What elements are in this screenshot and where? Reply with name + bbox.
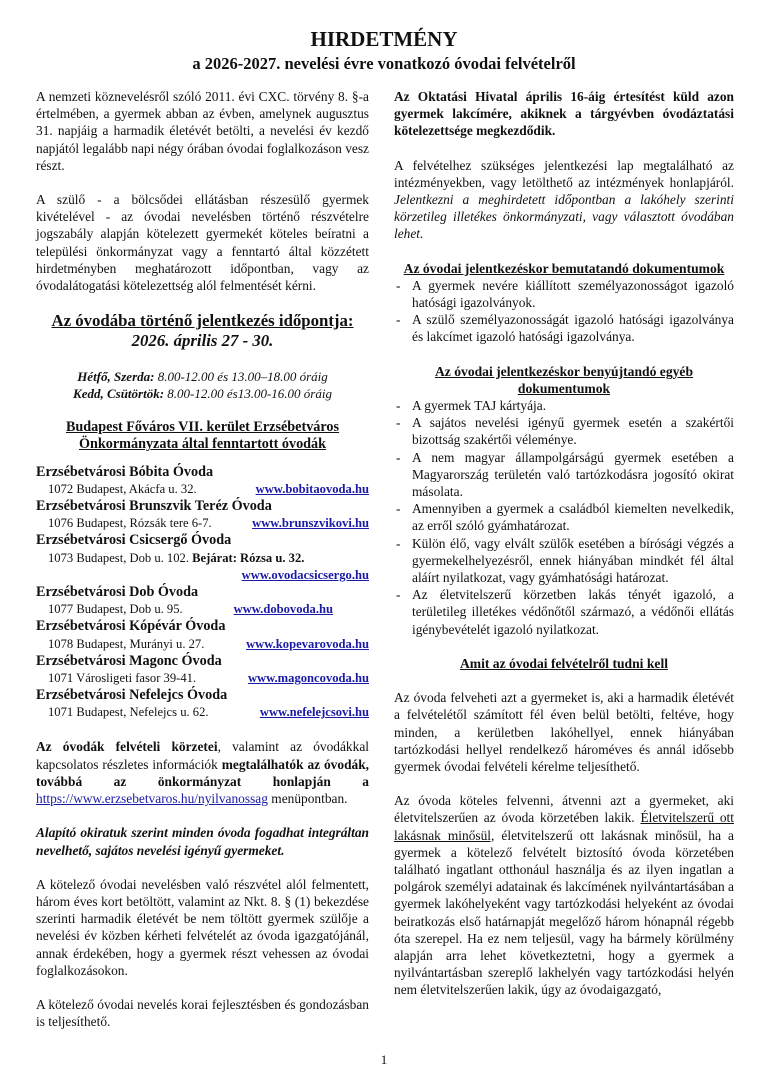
kindergarten-name: Erzsébetvárosi Nefelejcs Óvoda xyxy=(36,687,228,704)
kindergarten-name: Erzsébetvárosi Csicsergő Óvoda xyxy=(36,532,232,549)
kindergarten-name: Erzsébetvárosi Brunszvik Teréz Óvoda xyxy=(36,498,272,515)
list-item: - A gyermek nevére kiállított személyazonosságot igazoló hatósági igazolványok. xyxy=(394,277,734,311)
enrollment-hours-mon-wed: Hétfő, Szerda: 8.00-12.00 és 13.00–18.00 óráig xyxy=(77,369,328,385)
list-item: - A gyermek TAJ kártyája. xyxy=(394,397,734,414)
kindergarten-name: Erzsébetvárosi Kópévár Óvoda xyxy=(36,618,226,635)
kindergarten-address: 1076 Budapest, Rózsák tere 6-7. xyxy=(48,516,212,531)
page-title: HIRDETMÉNY xyxy=(310,27,458,51)
kindergarten-address: 1078 Budapest, Murányi u. 27. xyxy=(48,636,205,651)
docs-submit-list xyxy=(394,397,734,638)
know-paragraph-2: Az óvoda köteles felvenni, átvenni azt a gyermeket, aki életvitelszerűen az óvoda körzetében lakik. Életvitelszerű ott lakásnak minősül, életvitelszerű ott lakásnak minősül, ha a gyermek a kötelező felvételt biztosító óvoda körzetében található ingatlant otthonául használja és az ilyen ingatlan a polgárok személyi adatainak és lakcímének nyilvántartásában a gyermek lakóhelyeként vagy tartózkodási helyeként az óvodai beiratkozás első határnapját megelőző három hónapnál régebb óta szerepel. Ha ez nem teljesül, vagy ha bármely körülmény alapján arra lehet következtetni, hogy a gyermek a nyilvántartásban szereplő lakhelyén vagy tartózkodási helyén nem életvitelszerűen lakik, úgy az óvodaigazgató, xyxy=(394,793,734,998)
left-column xyxy=(36,88,369,1030)
kindergarten-address: 1077 Budapest, Dob u. 95. xyxy=(48,602,183,617)
intro-paragraph-1: A nemzeti köznevelésről szóló 2011. évi CXC. törvény 8. §-a értelmében, a gyermek abban az évben, amelynek augusztus 31. napjáig a harmadik életévét betölti, a nevelési év kezdő napjától legalább napi négy órában óvodai foglalkozáson vesz részt. xyxy=(36,89,369,173)
kindergarten-name: Erzsébetvárosi Bóbita Óvoda xyxy=(36,463,214,480)
enrollment-date: 2026. április 27 - 30. xyxy=(131,331,274,351)
docs-submit-heading: Az óvodai jelentkezéskor benyújtandó egyéb dokumentumok xyxy=(434,363,694,396)
districts-paragraph: Az óvodák felvételi körzetei, valamint az óvodákkal kapcsolatos részletes információk megtalálhatók az óvodák, továbbá az önkormányzat honlapján a https://www.erzsebetvaros.hu/nyilvanossag menüpontban. xyxy=(36,739,370,807)
kindergarten-item xyxy=(36,618,369,652)
kindergarten-website-link[interactable]: www.brunszvikovi.hu xyxy=(252,516,369,531)
kindergarten-address: 1072 Budapest, Akácfa u. 32. xyxy=(48,482,197,497)
kindergartens-heading: Budapest Főváros VII. kerület Erzsébetváros Önkormányzata által fenntartott óvodák xyxy=(65,419,340,453)
kindergarten-website-link[interactable]: www.dobovoda.hu xyxy=(233,602,333,617)
kindergarten-item xyxy=(36,653,369,687)
exemption-paragraph: A kötelező óvodai nevelésben való részvétel alól felmentett, három éves kort betöltött, valamint az Nkt. 8. § (1) bekezdése szerinti harmadik életévét be nem töltött gyermek szülője a nevelési év közben kérheti felvételét az óvoda igazgatójánál, annak érdekében, hogy a gyermek részt vehessen az óvodai foglalkozásokon. xyxy=(36,876,369,978)
kindergarten-item xyxy=(36,687,369,721)
kindergarten-item xyxy=(36,532,369,583)
kindergarten-website-link[interactable]: www.ovodacsicsergo.hu xyxy=(241,567,369,582)
page-number: 1 xyxy=(380,1052,388,1067)
list-item: - Amennyiben a gyermek a családból kiemelten nevelkedik, az erről szóló gyámhatározat. xyxy=(394,500,734,534)
kindergarten-address: 1071 Városligeti fasor 39-41. xyxy=(48,671,197,686)
right-column xyxy=(394,88,734,999)
kindergarten-item xyxy=(36,464,369,498)
integration-paragraph: Alapító okiratuk szerint minden óvoda fogadhat integráltan nevelhető, sajátos nevelési igényű gyermeket. xyxy=(36,825,369,858)
form-paragraph: A felvételhez szükséges jelentkezési lap megtalálható az intézményekben, vagy letölthető az intézmények honlapjáról. Jelentkezni a meghirdetett időpontban a lakóhely szerinti körzetileg illetékes önkormányzati, vagy választott óvodában lehet. xyxy=(394,157,734,242)
enrollment-hours-tue-thu: Kedd, Csütörtök: 8.00-12.00 és13.00-16.00 óráig xyxy=(73,386,332,402)
list-item: - A szülő személyazonosságát igazoló hatósági igazolványa és lakcímet igazoló hatósági igazolványa. xyxy=(394,311,734,345)
list-item: - Az életvitelszerű körzetben lakás tényét igazoló, a területileg illetékes védőnőtől származó, a védőnői ellátás igénybevételét igazoló nyilatkozat. xyxy=(394,586,734,638)
docs-show-list xyxy=(394,277,734,346)
kindergarten-website-link[interactable]: www.nefelejcsovi.hu xyxy=(259,705,369,720)
notice-paragraph: Az Oktatási Hivatal április 16-áig értesítést küld azon gyermek lakcímére, akiknek a tárgyévben óvodáztatási kötelezettsége megkezdődik. xyxy=(394,89,734,139)
kindergarten-name: Erzsébetvárosi Dob Óvoda xyxy=(36,583,199,600)
page-subtitle: a 2026-2027. nevelési évre vonatkozó óvodai felvételről xyxy=(192,54,576,73)
kindergarten-item xyxy=(36,498,369,532)
docs-show-heading: Az óvodai jelentkezéskor bemutatandó dokumentumok xyxy=(403,260,725,276)
kindergarten-entrance: Bejárat: Rózsa u. 32. xyxy=(192,550,305,565)
list-item: - A sajátos nevelési igényű gyermek esetén a szakértői bizottság szakértői véleménye. xyxy=(394,414,734,448)
kindergarten-website-link[interactable]: www.kopevarovoda.hu xyxy=(246,636,369,651)
early-development-paragraph: A kötelező óvodai nevelés korai fejlesztésben és gondozásban is teljesíthető. xyxy=(36,996,369,1030)
municipality-website-link[interactable]: https://www.erzsebetvaros.hu/nyilvanossag xyxy=(36,791,268,807)
list-item: - Külön élő, vagy elvált szülők esetében a bírósági végzés a gyermekelhelyezésről, ennek hiányában mindkét fél által aláírt nyilatkozat, vagy gyámhatósági határozat. xyxy=(394,535,734,587)
kindergarten-list xyxy=(36,464,369,722)
kindergarten-name: Erzsébetvárosi Magonc Óvoda xyxy=(36,652,222,669)
know-paragraph-1: Az óvoda felveheti azt a gyermeket is, aki a harmadik életévét a felvételétől számított fél éven belül betölti, feltéve, hogy minden, a kerületben lakóhellyel, ennek hiányában tartózkodási hellyel rendelkező hároméves és annál idősebb gyermek óvodai felvételi kérelme teljesíthető. xyxy=(394,690,734,774)
kindergarten-website-link[interactable]: www.magoncovoda.hu xyxy=(247,671,369,686)
kindergarten-item xyxy=(36,584,369,618)
know-heading: Amit az óvodai felvételről tudni kell xyxy=(459,655,669,671)
intro-paragraph-2: A szülő - a bölcsődei ellátásban részesülő gyermek kivételével - az óvodai nevelésben történő részvételre jogszabály alapján kötelezett gyermekét köteles beíratni a települési önkormányzat vagy a fenntartó által közzétett hirdetményben meghatározott időpontban, vagy az óvodalátogatási kötelezettség alól felmentését kérni. xyxy=(36,192,369,294)
kindergarten-website-link[interactable]: www.bobitaovoda.hu xyxy=(255,482,369,497)
list-item: - A nem magyar állampolgárságú gyermek esetében a Magyarország területén való tartózkodásra jogosító okirat másolata. xyxy=(394,449,734,501)
kindergarten-address: 1073 Budapest, Dob u. 102. xyxy=(48,550,189,565)
enrollment-heading: Az óvodába történő jelentkezés időpontja: xyxy=(51,311,354,331)
kindergarten-address: 1071 Budapest, Nefelejcs u. 62. xyxy=(48,705,209,720)
